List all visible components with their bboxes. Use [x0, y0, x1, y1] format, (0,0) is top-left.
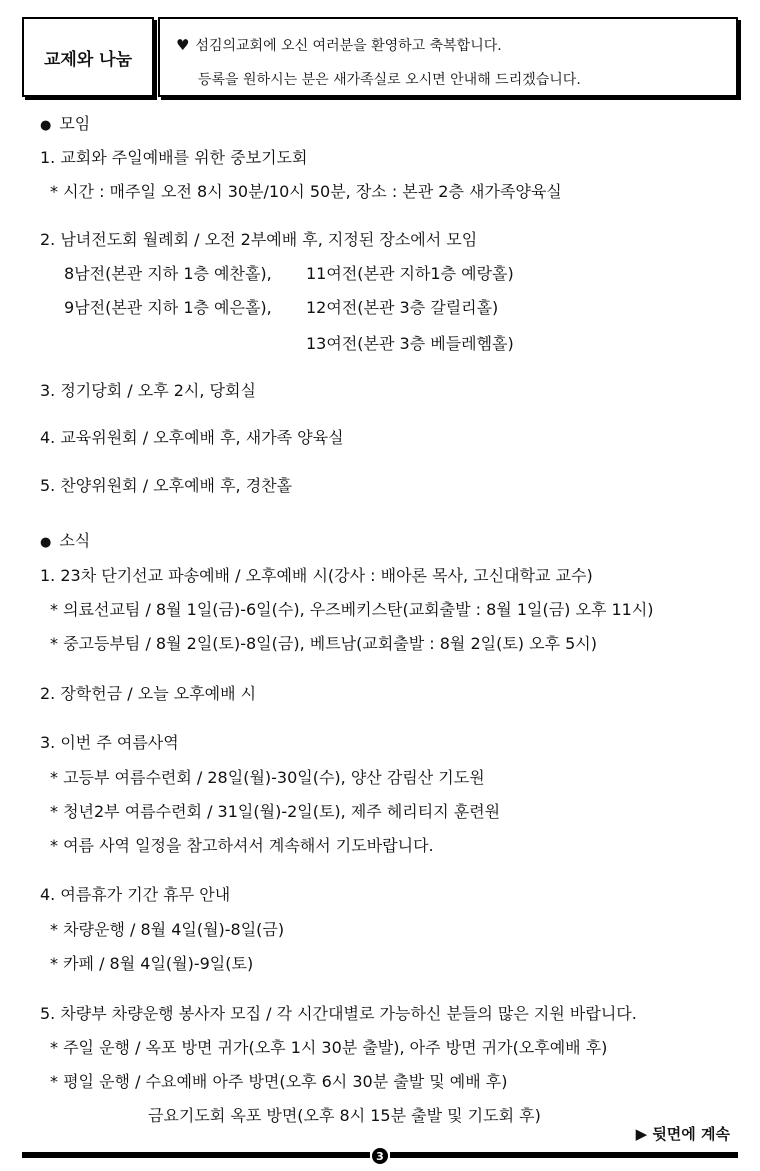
meeting-item-2-place-b: 11여전(본관 지하1층 예랑홀) [306, 264, 514, 283]
news-item-4-detail-a: * 차량운행 / 8월 4일(월)-8일(금) [50, 920, 285, 939]
news-item-4-detail-b: * 카페 / 8월 4일(월)-9일(토) [50, 954, 254, 973]
news-item-3-detail-a: * 고등부 여름수련회 / 28일(월)-30일(수), 양산 감림산 기도원 [50, 768, 485, 787]
page-number: 3 [372, 1148, 388, 1164]
header [22, 17, 738, 97]
meeting-item-1: 1. 교회와 주일예배를 위한 중보기도회 [40, 148, 308, 167]
meeting-item-3: 3. 정기당회 / 오후 2시, 당회실 [40, 381, 256, 400]
meeting-item-2-place-e: 13여전(본관 3층 베들레헴홀) [306, 334, 514, 353]
bullet-icon: ● [40, 118, 52, 133]
continue-note: ▶ 뒷면에 계속 [635, 1125, 730, 1143]
welcome-line-1 [176, 35, 502, 55]
meeting-item-1-detail: * 시간 : 매주일 오전 8시 30분/10시 50분, 장소 : 본관 2층 새가족양육실 [50, 182, 562, 201]
meeting-item-2-place-d: 12여전(본관 3층 갈릴리홀) [306, 298, 499, 317]
meeting-item-2: 2. 남녀전도회 월례회 / 오전 2부예배 후, 지정된 장소에서 모임 [40, 230, 478, 249]
heart-icon: ♥ [176, 36, 190, 54]
news-item-1-detail-a: * 의료선교팀 / 8월 1일(금)-6일(수), 우즈베키스탄(교회출발 : 8월 1일(금) 오후 11시) [50, 600, 654, 619]
meeting-item-2-place-c: 9남전(본관 지하 1층 예은홀), [64, 298, 272, 317]
news-item-5: 5. 차량부 차량운행 봉사자 모집 / 각 시간대별로 가능하신 분들의 많은 지원 바랍니다. [40, 1004, 637, 1023]
bullet-icon: ● [40, 535, 52, 550]
news-item-5-detail-a: * 주일 운행 / 옥포 방면 귀가(오후 1시 30분 출발), 아주 방면 귀가(오후예배 후) [50, 1038, 608, 1057]
meeting-item-2-place-a: 8남전(본관 지하 1층 예찬홀), [64, 264, 272, 283]
news-item-3-detail-c: * 여름 사역 일정을 참고하셔서 계속해서 기도바랍니다. [50, 836, 434, 855]
welcome-box [158, 17, 738, 97]
meeting-item-4: 4. 교육위원회 / 오후예배 후, 새가족 양육실 [40, 428, 344, 447]
news-item-1-detail-b: * 중고등부팀 / 8월 2일(토)-8일(금), 베트남(교회출발 : 8월 2일(토) 오후 5시) [50, 634, 598, 653]
news-item-5-detail-c: 금요기도회 옥포 방면(오후 8시 15분 출발 및 기도회 후) [148, 1106, 541, 1125]
news-item-3: 3. 이번 주 여름사역 [40, 733, 179, 752]
footer-rule-right [390, 1152, 738, 1158]
section-news-title: 소식 [59, 531, 91, 550]
footer-rule-left [22, 1152, 370, 1158]
page-title: 교제와 나눔 [22, 17, 154, 97]
section-news [40, 531, 90, 553]
meeting-item-5: 5. 찬양위원회 / 오후예배 후, 경찬홀 [40, 476, 293, 495]
section-meetings-title: 모임 [59, 114, 91, 133]
welcome-text-1: 섬김의교회에 오신 여러분을 환영하고 축복합니다. [195, 38, 502, 54]
news-item-5-detail-b: * 평일 운행 / 수요예배 아주 방면(오후 6시 30분 출발 및 예배 후) [50, 1072, 508, 1091]
section-meetings [40, 114, 90, 136]
news-item-4: 4. 여름휴가 기간 휴무 안내 [40, 885, 231, 904]
news-item-2: 2. 장학헌금 / 오늘 오후예배 시 [40, 684, 257, 703]
news-item-1: 1. 23차 단기선교 파송예배 / 오후예배 시(강사 : 배아론 목사, 고신대학교 교수) [40, 566, 593, 585]
news-item-3-detail-b: * 청년2부 여름수련회 / 31일(월)-2일(토), 제주 헤리티지 훈련원 [50, 802, 501, 821]
footer-bar [22, 1148, 738, 1162]
welcome-line-2: 등록을 원하시는 분은 새가족실로 오시면 안내해 드리겠습니다. [198, 72, 581, 88]
